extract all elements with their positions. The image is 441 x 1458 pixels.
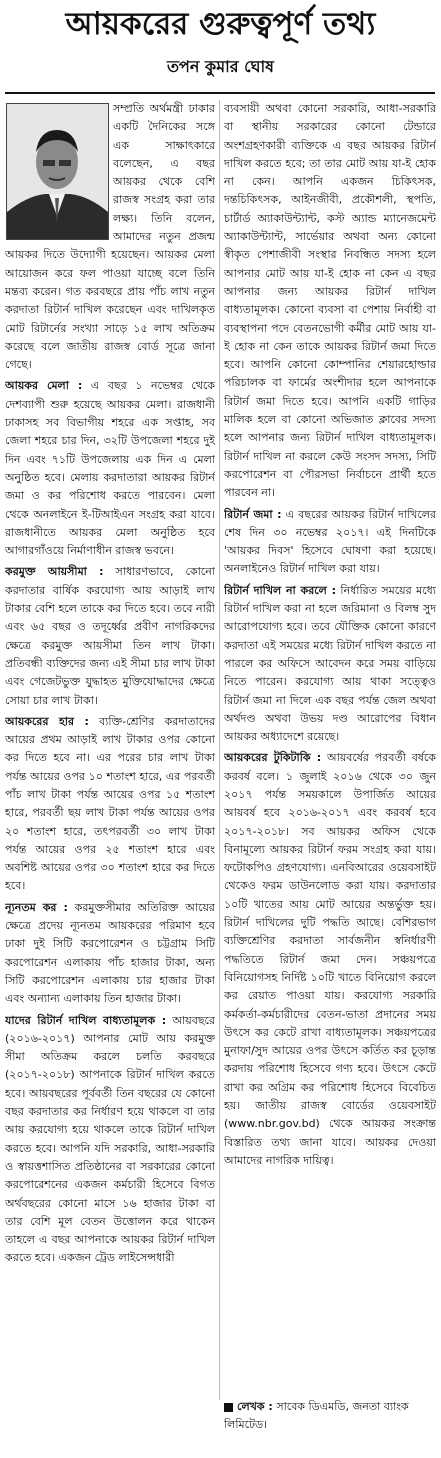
header-rule: [5, 92, 435, 94]
section-heading: যাদের রিটার্ন দাখিল বাধ্যতামূলক :: [5, 1013, 167, 1027]
byline-label: লেখক :: [237, 1400, 273, 1413]
section-heading: ন্যূনতম কর :: [5, 900, 68, 914]
section-tax-free-limit: করমুক্ত আয়সীমা : সাধারণভাবে, কোনো করদাতার বার্ষিক করযোগ্য আয় আড়াই লাখ টাকার বেশি হলে তাকে কর দিতে হবে। তবে নারী এবং ৬৫ বছর ও তদূর্ধ্বের প্রবীণ নাগরিকদের ক্ষেত্রে করমুক্ত আয়সীমা তিন লাখ টাকা। প্রতিবন্ধী ব্যক্তিদের জন্য এই সীমা চার লাখ টাকা এবং গেজেটভুক্ত যুদ্ধাহত মুক্তিযোদ্ধাদের ক্ষেত্রে সোয়া চার লাখ টাকা।: [5, 565, 215, 707]
section-penalty: রিটার্ন দাখিল না করলে : নির্ধারিত সময়ের মধ্যে রিটার্ন দাখিল করা না হলে জরিমানা ও বিলম্ব সুদ আরোপযোগ্য হবে। তবে যৌক্তিক কোনো কারণে করদাতা এই সময়ের মধ্যে রিটার্ন দাখিল করতে না পারলে কর অফিসে আবেদন করে সময় বাড়িয়ে নিতে পারেন। করযোগ্য আয় থাকা সত্ত্বেও রিটার্ন জমা না দিলে এক বছর পর্যন্ত জেল অথবা অর্থদণ্ড অথবা উভয় দণ্ড আরোপের বিধান আয়কর অধ্যাদেশে রয়েছে।: [224, 583, 436, 744]
intro-paragraph: সম্প্রতি অর্থমন্ত্রী ঢাকার একটি দৈনিকের সঙ্গে এক সাক্ষাৎকারে বলেছেন, এ বছর আয়কর থেকে বেশি রাজস্ব সংগ্রহ করা তার লক্ষ্য। তিনি বলেন, আমাদের নতুন প্রজন্ম আয়কর দিতে উদ্যোগী হয়েছেন। আয়কর মেলা আয়োজন করে ফল পাওয়া যাচ্ছে বলে তিনি মন্তব্য করেন। গত করবছরে প্রায় পাঁচ লাখ নতুন করদাতা রিটার্ন দাখিল করেছেন এবং দাখিলকৃত মোট রিটার্নের সংখ্যা সাড়ে ১৫ লাখ অতিক্রম করেছে বলে জাতীয় রাজস্ব বোর্ড সূত্রে জানা গেছে।: [5, 102, 215, 372]
section-heading: আয়কর মেলা :: [5, 379, 83, 393]
author-byline: [224, 1398, 436, 1434]
continued-paragraph: ব্যবসায়ী অথবা কোনো সরকারি, আধা-সরকারি বা স্থানীয় সরকারের কোনো টেন্ডারে অংশগ্রহণকারী ব্যক্তিকে এ বছর আয়কর রিটার্ন দাখিল করতে হবে; তা তার মোট আয় যা-ই হোক না কেন। আপনি একজন চিকিৎসক, দন্তচিকিৎসক, আইনজীবী, প্রকৌশলী, স্থপতি, চার্টার্ড অ্যাকাউন্ট্যান্ট, কস্ট অ্যান্ড ম্যানেজমেন্ট অ্যাকাউন্ট্যান্ট, সার্ভেয়ার অথবা অন্য কোনো স্বীকৃত পেশাজীবী সংস্থার নিবন্ধিত সদস্য হলে আপনার মোট আয় যা-ই হোক না কেন এ বছর আপনার জন্য আয়কর রিটার্ন দাখিল বাধ্যতামূলক। কোনো ব্যবসা বা পেশায় নির্বাহী বা ব্যবস্থাপনা পদে বেতনভোগী কর্মীর মোট আয় যা-ই হোক না কেন তাকে আয়কর রিটার্ন জমা দিতে হবে। আপনি কোনো কোম্পানির শেয়ারহোল্ডার পরিচালক বা ফার্মের অংশীদার হলে আপনাকে রিটার্ন জমা দিতে হবে। আপনি একটি গাড়ির মালিক হলে বা কোনো অভিজাত ক্লাবের সদস্য হলে আপনার জন্য রিটার্ন দাখিল বাধ্যতামূলক। রিটার্ন দাখিল না করলে কেউ সংসদ সদস্য, সিটি করপোরেশন বা পৌরসভা নির্বাচনে প্রার্থী হতে পারবেন না।: [224, 102, 436, 500]
section-mandatory-return: যাদের রিটার্ন দাখিল বাধ্যতামূলক : আয়বছরে (২০১৬-২০১৭) আপনার মোট আয় করমুক্ত সীমা অতিক্রম করলে চলতি করবছরে (২০১৭-২০১৮) আপনাকে রিটার্ন দাখিল করতে হবে। আয়বছরের পূর্ববর্তী তিন বছরের যে কোনো বছর করদাতার কর নির্ধারণ হয়ে থাকলে বা তার আয় করযোগ্য হয়ে থাকলে তাকে রিটার্ন দাখিল করতে হবে। আপনি যদি সরকারি, আধা-সরকারি ও স্বায়ত্তশাসিত প্রতিষ্ঠানের বা সরকারের কোনো করপোরেশনের একজন কর্মচারী হিসেবে বিগত অর্থবছরের কোনো মাসে ১৬ হাজার টাকা বা তার বেশি মূল বেতন উত্তোলন করে থাকেন তাহলে এ বছর আপনাকে আয়কর রিটার্ন দাখিল করতে হবে। একজন ট্রেড লাইসেন্সধারী: [5, 1013, 215, 1265]
section-heading: রিটার্ন দাখিল না করলে :: [224, 583, 337, 597]
article-headline: আয়করের গুরুত্বপূর্ণ তথ্য: [65, 6, 376, 42]
article-column-right: [224, 100, 436, 1400]
column-divider: [219, 100, 220, 1400]
section-heading: আয়করের টুকিটাকি :: [224, 751, 322, 765]
photo-space: [5, 100, 109, 240]
section-minimum-tax: ন্যূনতম কর : করমুক্তসীমার অতিরিক্ত আয়ের ক্ষেত্রে প্রদেয় ন্যূনতম আয়করের পরিমাণ হবে ঢাকা দুই সিটি করপোরেশন ও চট্টগ্রাম সিটি করপোরেশন এলাকায় পাঁচ হাজার টাকা, অন্য সিটি করপোরেশন এলাকায় চার হাজার টাকা এবং অন্যান্য এলাকায় তিন হাজার টাকা।: [5, 900, 215, 1006]
section-tax-rates: আয়করের হার : ব্যক্তি-শ্রেণির করদাতাদের আয়ের প্রথম আড়াই লাখ টাকার ওপর কোনো কর দিতে হবে না। এর পরের চার লাখ টাকা পর্যন্ত আয়ের ওপর ১০ শতাংশ হারে, এর পরবর্তী পাঁচ লাখ টাকা পর্যন্ত আয়ের ওপর ১৫ শতাংশ হারে, পরবর্তী ছয় লাখ টাকা পর্যন্ত আয়ের ওপর ২০ শতাংশ হারে, তৎপরবর্তী ৩০ লাখ টাকা পর্যন্ত আয়ের ওপর ২৫ শতাংশ হারে এবং অবশিষ্ট আয়ের ওপর ৩০ শতাংশ হারে কর দিতে হবে।: [5, 714, 215, 893]
section-heading: করমুক্ত আয়সীমা :: [5, 565, 104, 579]
square-bullet-icon: [224, 1403, 233, 1412]
section-tax-fair: আয়কর মেলা : এ বছর ১ নভেম্বর থেকে দেশব্যাপী শুরু হয়েছে আয়কর মেলা। রাজধানী ঢাকাসহ সব বিভাগীয় শহরে এক সপ্তাহ, সব জেলা শহরে চার দিন, ৩২টি উপজেলা শহরে দুই দিন এবং ৭১টি উপজেলায় এক দিন এ মেলা অনুষ্ঠিত হবে। মেলায় করদাতারা আয়কর রিটার্ন জমা ও কর পরিশোধ করতে পারবেন। মেলা থেকে অনলাইনে ই-টিআইএন সংগ্রহ করা যাবে। রাজধানীতে আয়কর মেলা অনুষ্ঠিত হবে আগারগাঁওয়ে নির্মাণাধীন রাজস্ব ভবনে।: [5, 379, 215, 558]
article-column-left: [5, 100, 215, 1448]
section-heading: রিটার্ন জমা :: [224, 507, 282, 521]
byline-text: সাবেক ডিএমডি, জনতা ব্যাংক লিমিটেড।: [224, 1400, 409, 1431]
article-author: তপন কুমার ঘোষ: [167, 57, 274, 76]
section-heading: আয়করের হার :: [5, 714, 89, 728]
section-tax-tidbits: আয়করের টুকিটাকি : আয়বর্ষের পরবর্তী বর্ষকে করবর্ষ বলে। ১ জুলাই ২০১৬ থেকে ৩০ জুন ২০১৭ পর্যন্ত সময়কালে উপার্জিত আয়ের আয়বর্ষ হবে ২০১৬-২০১৭ এবং করবর্ষ হবে ২০১৭-২০১৮। সব আয়কর অফিস থেকে বিনামূল্যে আয়কর রিটার্ন ফরম সংগ্রহ করা যায়। ফটোকপিও গ্রহণযোগ্য। এনবিআরের ওয়েবসাইট থেকেও ফরম ডাউনলোড করা যায়। করদাতার ১০টি খাতের আয় মোট আয়ের অন্তর্ভুক্ত হয়। রিটার্ন দাখিলের দুটি পদ্ধতি আছে। বেশিরভাগ ব্যক্তিশ্রেণির করদাতা সার্বজনীন স্বনির্ধারণী পদ্ধতিতে রিটার্ন জমা দেন। সঞ্চয়পত্রে বিনিয়োগসহ নির্দিষ্ট ১০টি খাতে বিনিয়োগ করলে কর রেয়াত পাওয়া যায়। করযোগ্য সরকারি কর্মকর্তা-কর্মচারীদের বেতন-ভাতা প্রদানের সময় উৎসে কর কেটে রাখা বাধ্যতামূলক। সঞ্চয়পত্রের মুনাফা/সুদ আয়ের ওপর উৎসে কর্তিত কর চূড়ান্ত করদায় পরিশোধ হিসেবে গণ্য হবে। উৎসে কেটে রাখা কর অগ্রিম কর পরিশোধ হিসেবে বিবেচিত হয়। জাতীয় রাজস্ব বোর্ডের ওয়েবসাইট (www.nbr.gov.bd) থেকে আয়কর সংক্রান্ত বিস্তারিত তথ্য জানা যাবে। আয়কর দেওয়া আমাদের নাগরিক দায়িত্ব।: [224, 751, 436, 1167]
section-return-submission: রিটার্ন জমা : এ বছরের আয়কর রিটার্ন দাখিলের শেষ দিন ৩০ নভেম্বর ২০১৭। এই দিনটিকে 'আয়কর দিবস' হিসেবে ঘোষণা করা হয়েছে। অনলাইনেও রিটার্ন দাখিল করা যায়।: [224, 507, 436, 576]
